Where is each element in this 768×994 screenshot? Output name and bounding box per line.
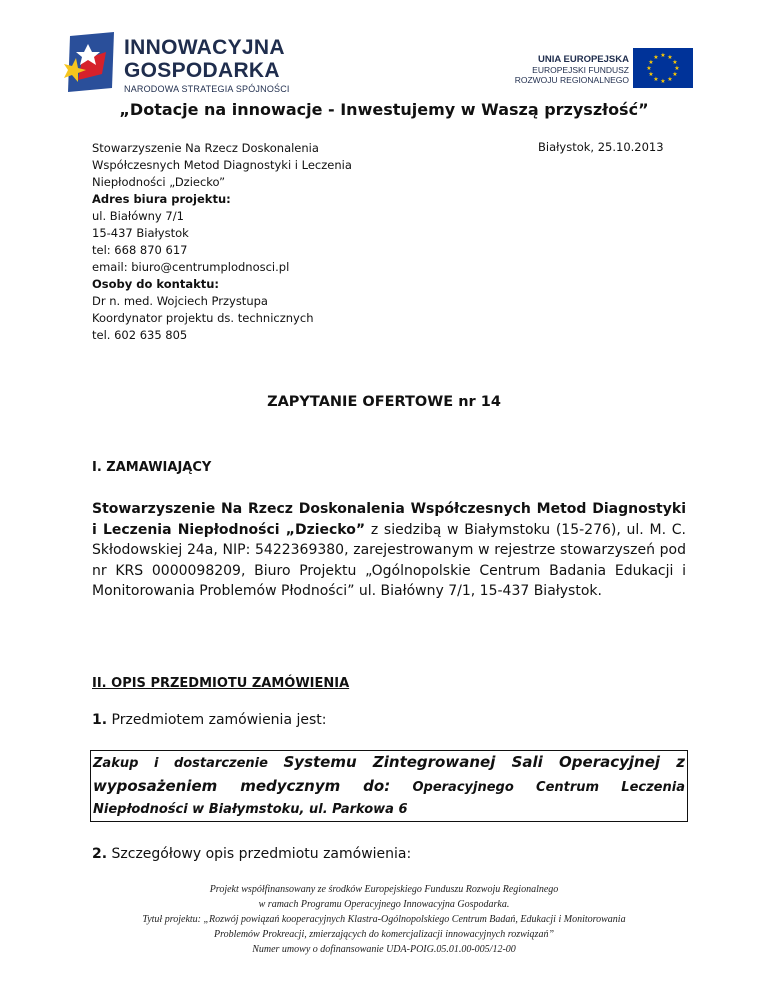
logo-emblem-icon bbox=[62, 30, 120, 96]
office-email: email: biuro@centrumplodnosci.pl bbox=[92, 260, 290, 274]
footer-line4: Problemów Prokreacji, zmierzających do komercjalizacji innowacyjnych rozwiązań” bbox=[213, 929, 555, 940]
sender-block bbox=[92, 140, 352, 344]
orderer-details: z siedzibą w Białymstoku (15-276), ul. M. C. Skłodowskiej 24a, NIP: 5422369380, zarejestrowanym w rejestrze stowarzyszeń pod nr KRS 0000098209, Biuro Projektu „Ogólnopolskie Centrum Badania Edukacji i Monitorowania Problemów Płodności” ul. Białówny 7/1, 15-437 Białystok. bbox=[92, 521, 686, 600]
footer-line3: Tytuł projektu: „Rozwój powiązań kooperacyjnych Klastra-Ogólnopolskiego Centrum Badań, Edukacji i Monitorowania bbox=[142, 914, 626, 925]
item2 bbox=[92, 846, 411, 862]
eu-text bbox=[515, 54, 629, 85]
footer-line5: Numer umowy o dofinansowanie UDA-POIG.05.01.00-005/12-00 bbox=[252, 944, 516, 955]
eu-logo-block bbox=[515, 48, 693, 92]
svg-text:★: ★ bbox=[648, 71, 654, 78]
svg-text:★: ★ bbox=[653, 54, 659, 61]
logo-subtitle: NARODOWA STRATEGIA SPÓJNOŚCI bbox=[124, 84, 290, 94]
headline: „Dotacje na innowacje - Inwestujemy w Waszą przyszłość” bbox=[119, 100, 649, 119]
sender-line1: Stowarzyszenie Na Rzecz Doskonalenia bbox=[92, 141, 319, 155]
eu-flag-icon bbox=[633, 48, 693, 88]
box-part1: Zakup i dostarczenie bbox=[93, 756, 284, 771]
svg-text:★: ★ bbox=[653, 76, 659, 83]
eu-line2: EUROPEJSKI FUNDUSZ bbox=[532, 65, 629, 75]
office-phone: tel: 668 870 617 bbox=[92, 243, 188, 257]
svg-text:★: ★ bbox=[672, 71, 678, 78]
orderer-name: Stowarzyszenie Na Rzecz Doskonalenia Współczesnych Metod Diagnostyki i Leczenia Niepłodności „Dziecko” bbox=[92, 501, 686, 538]
contact-phone: tel. 602 635 805 bbox=[92, 328, 188, 342]
item2-number: 2. bbox=[92, 846, 108, 862]
eu-line1: UNIA EUROPEJSKA bbox=[538, 54, 629, 65]
item1-text: Przedmiotem zamówienia jest: bbox=[107, 712, 327, 728]
box-part3: Operacyjnego Centrum Leczenia Niepłodności w Białymstoku, ul. Parkowa 6 bbox=[93, 780, 685, 817]
item1 bbox=[92, 712, 326, 728]
contact-label: Osoby do kontaktu: bbox=[92, 277, 220, 291]
svg-text:★: ★ bbox=[667, 76, 673, 83]
svg-text:★: ★ bbox=[660, 78, 666, 85]
section1-paragraph bbox=[92, 499, 686, 602]
contact-name: Dr n. med. Wojciech Przystupa bbox=[92, 294, 268, 308]
item2-text: Szczegółowy opis przedmiotu zamówienia: bbox=[107, 846, 412, 862]
eu-line3: ROZWOJU REGIONALNEGO bbox=[514, 75, 629, 85]
svg-text:★: ★ bbox=[672, 59, 678, 66]
section1-heading: I. ZAMAWIAJĄCY bbox=[92, 460, 212, 475]
box-part2: Systemu Zintegrowanej Sali Operacyjnej z wyposażeniem medycznym do: bbox=[93, 753, 685, 795]
footer-line2: w ramach Programu Operacyjnego Innowacyjna Gospodarka. bbox=[258, 899, 510, 910]
contact-role: Koordynator projektu ds. technicznych bbox=[92, 311, 314, 325]
logo-text-line2: GOSPODARKA bbox=[124, 59, 280, 82]
innowacyjna-gospodarka-logo bbox=[62, 30, 290, 98]
svg-text:★: ★ bbox=[648, 59, 654, 66]
order-subject-box bbox=[90, 750, 688, 822]
sender-line2: Współczesnych Metod Diagnostyki i Leczenia bbox=[92, 158, 352, 172]
svg-text:★: ★ bbox=[667, 54, 673, 61]
footer bbox=[0, 882, 768, 957]
document-title: ZAPYTANIE OFERTOWE nr 14 bbox=[267, 394, 501, 410]
logo-text-line1: INNOWACYJNA bbox=[124, 36, 285, 59]
svg-text:★: ★ bbox=[674, 65, 680, 72]
section2-heading: II. OPIS PRZEDMIOTU ZAMÓWIENIA bbox=[92, 676, 350, 691]
svg-text:★: ★ bbox=[646, 65, 652, 72]
footer-line1: Projekt współfinansowany ze środków Europejskiego Funduszu Rozwoju Regionalnego bbox=[209, 884, 559, 895]
document-date: Białystok, 25.10.2013 bbox=[538, 140, 664, 154]
address-label: Adres biura projektu: bbox=[92, 192, 231, 206]
sender-line3: Niepłodności „Dziecko” bbox=[92, 175, 226, 189]
address-city: 15-437 Białystok bbox=[92, 226, 189, 240]
address-street: ul. Białówny 7/1 bbox=[92, 209, 184, 223]
item1-number: 1. bbox=[92, 712, 108, 728]
svg-text:★: ★ bbox=[660, 52, 666, 59]
